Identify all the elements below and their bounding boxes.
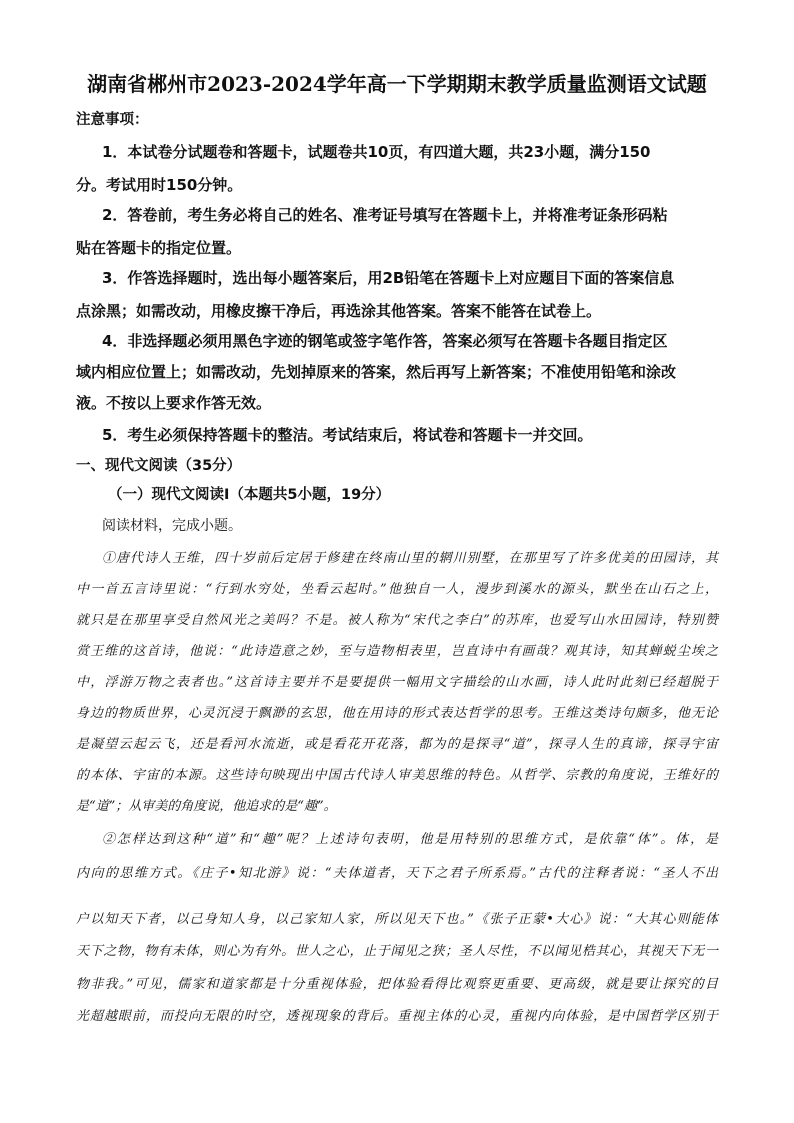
paragraph2-line-3: 户以知天下者，以己身知人身，以己家知人家，所以见天下也。”《张子正蒙•大心》说：“大其心则能体 — [76, 912, 718, 927]
notice-line-1: 1．本试卷分试题卷和答题卡，试题卷共10页，有四道大题，共23小题，满分150 — [102, 143, 651, 161]
notice-heading: 注意事项： — [76, 112, 149, 128]
reading-instruction: 阅读材料，完成小题。 — [102, 518, 242, 534]
notice-line-9: 液。不按以上要求作答无效。 — [76, 394, 272, 412]
notice-line-6: 点涂黑；如需改动，用橡皮擦干净后，再选涂其他答案。答案不能答在试卷上。 — [76, 302, 602, 320]
notice-line-8: 域内相应位置上；如需改动，先划掉原来的答案，然后再写上新答案；不准使用铅笔和涂改 — [76, 363, 677, 381]
paragraph1-line-9: 是“道”；从审美的角度说，他追求的是“趣”。 — [76, 799, 337, 814]
paragraph1-line-1: ①唐代诗人王维，四十岁前后定居于修建在终南山里的辋川别墅，在那里写了许多优美的田园诗，其 — [102, 551, 718, 566]
paragraph2-line-2: 内向的思维方式。《庄子•知北游》说：“夫体道者，天下之君子所系焉。”古代的注释者说：“圣人不出 — [76, 866, 718, 881]
notice-line-2: 分。考试用时150分钟。 — [76, 176, 243, 194]
notice-line-7: 4．非选择题必须用黑色字迹的钢笔或签字笔作答，答案必须写在答题卡各题目指定区 — [102, 332, 668, 350]
paragraph1-line-6: 身边的物质世界，心灵沉浸于飘渺的玄思，他在用诗的形式表达哲学的思考。王维这类诗句颇多，他无论 — [76, 706, 718, 721]
notice-line-10: 5．考生必须保持答题卡的整洁。考试结束后，将试卷和答题卡一并交回。 — [102, 426, 593, 444]
notice-line-5: 3．作答选择题时，选出每小题答案后，用2B铅笔在答题卡上对应题目下面的答案信息 — [102, 269, 675, 287]
paragraph2-line-4: 天下之物，物有未体，则心为有外。世人之心，止于闻见之狭；圣人尽性，不以闻见梏其心，其视天下无一 — [76, 944, 718, 959]
notice-line-4: 贴在答题卡的指定位置。 — [76, 239, 242, 257]
subsection-heading: （一）现代文阅读Ⅰ（本题共5小题，19分） — [108, 487, 391, 503]
paragraph2-line-1: ②怎样达到这种“道”和“趣”呢？上述诗句表明，他是用特别的思维方式，是依靠“体”。体，是 — [102, 832, 718, 847]
paragraph1-line-2: 中一首五言诗里说：“行到水穷处，坐看云起时。”他独自一人，漫步到溪水的源头，默坐在山石之上， — [76, 582, 718, 597]
document-title: 湖南省郴州市2023-2024学年高一下学期期末教学质量监测语文试题 — [87, 72, 707, 96]
paragraph1-line-4: 赏王维的这首诗，他说：“此诗造意之妙，至与造物相表里，岂直诗中有画哉？观其诗，知其蝉蜕尘埃之 — [76, 644, 718, 659]
paragraph1-line-7: 是凝望云起云飞，还是看河水流逝，或是看花开花落，都为的是探寻“道”，探寻人生的真谛，探寻宇宙 — [76, 737, 718, 752]
notice-line-3: 2．答卷前，考生务必将自己的姓名、准考证号填写在答题卡上，并将准考证条形码粘 — [102, 206, 668, 224]
paragraph2-line-6: 光超越眼前，而投向无限的时空，透视现象的背后。重视主体的心灵，重视内向体验，是中国哲学区别于 — [76, 1009, 718, 1024]
paragraph2-line-5: 物非我。”可见，儒家和道家都是十分重视体验，把体验看得比观察更重要、更高级，就是要让探究的目 — [76, 977, 718, 992]
paragraph1-line-3: 就只是在那里享受自然风光之美吗？不是。被人称为“宋代之李白”的苏库，也爱写山水田园诗，特别赞 — [76, 613, 718, 628]
paragraph1-line-5: 中，浮游万物之表者也。”这首诗主要并不是要提供一幅用文字描绘的山水画，诗人此时此刻已经超脱于 — [76, 675, 718, 690]
section-heading: 一、现代文阅读（35分） — [76, 458, 242, 474]
paragraph1-line-8: 的本体、宇宙的本源。这些诗句映现出中国古代诗人审美思维的特色。从哲学、宗教的角度说，王维好的 — [76, 768, 718, 783]
